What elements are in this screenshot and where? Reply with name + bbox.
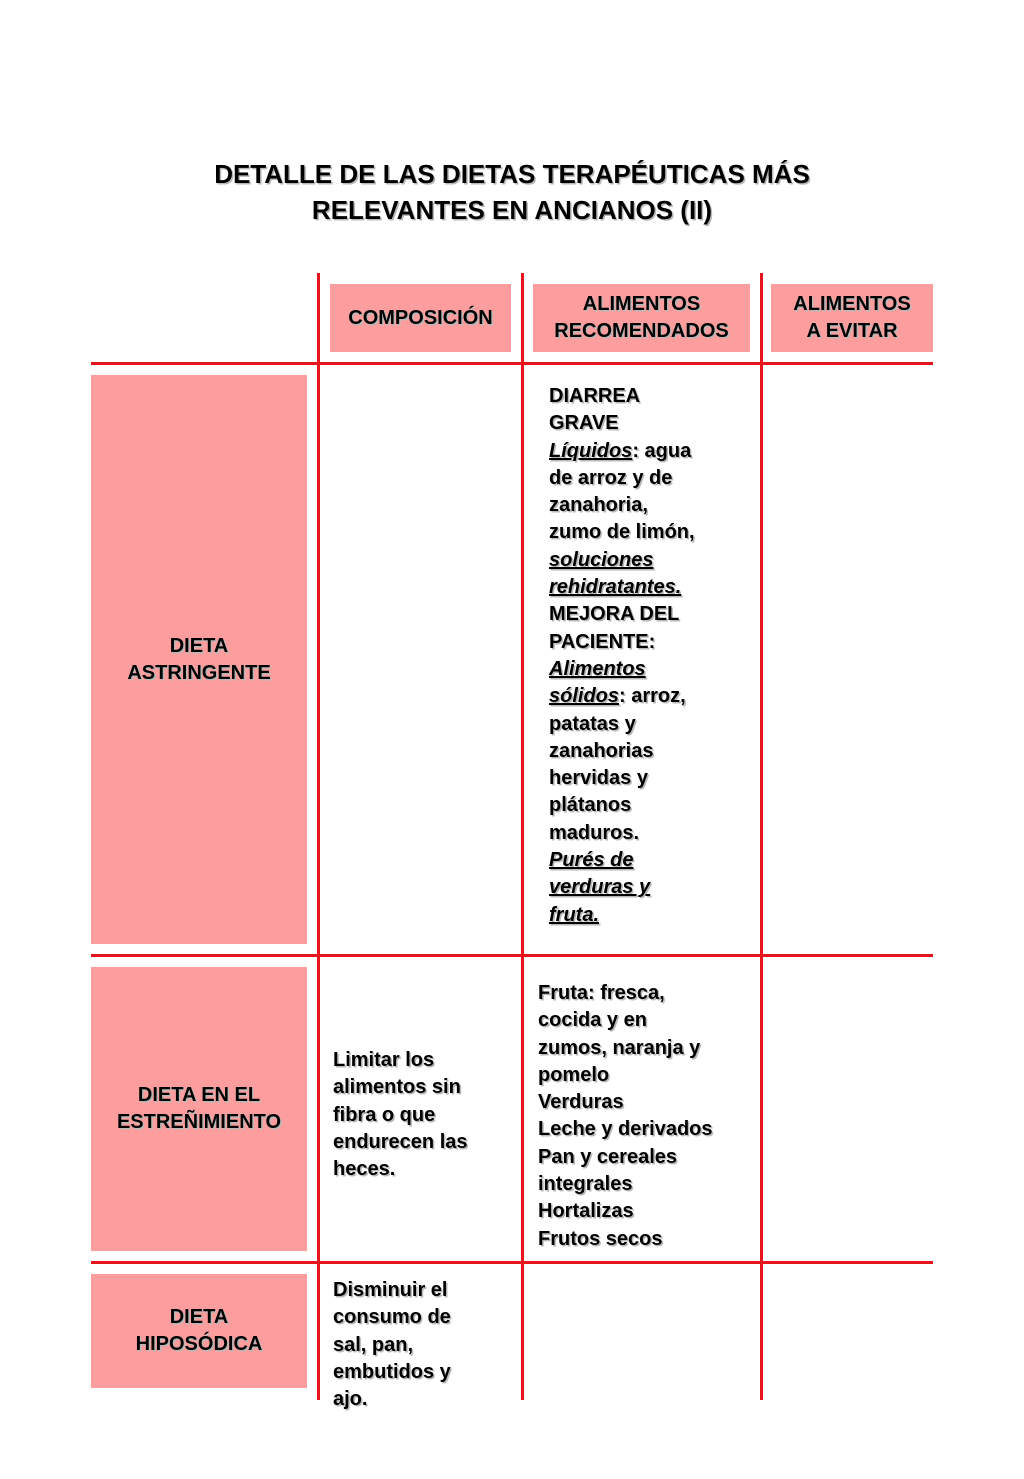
astringente-rec-line: soluciones [549, 548, 654, 571]
grid-vline-1 [317, 273, 320, 1400]
astringente-rec-emphasis: Líquidos [549, 439, 633, 462]
estrenimiento-comp-line: Limitar los [333, 1049, 435, 1071]
astringente-rec-line: fruta. [549, 903, 599, 926]
hiposodica-comp-line: embutidos y [333, 1360, 451, 1383]
header-recomendados-line-2: RECOMENDADOS [554, 320, 729, 342]
estrenimiento-rec-line: Frutos secos [538, 1227, 663, 1250]
astringente-rec-line [549, 438, 695, 465]
astringente-rec-text: : agua [632, 439, 692, 462]
estrenimiento-rec-line: pomelo [538, 1063, 610, 1086]
astringente-rec-line: Purés de [549, 849, 634, 872]
astringente-rec-line: Alimentos [549, 657, 646, 680]
row-label-dieta-astringente [91, 375, 307, 944]
estrenimiento-alimentos-recomendados [538, 980, 713, 1253]
hiposodica-comp-line: ajo. [333, 1388, 368, 1411]
estrenimiento-rec-line: Leche y derivados [538, 1118, 713, 1141]
page-title-line-1: DETALLE DE LAS DIETAS TERAPÉUTICAS MÁS [214, 159, 810, 189]
header-evitar-line-1: ALIMENTOS [793, 293, 911, 315]
astringente-rec-line: verduras y [549, 876, 651, 899]
hiposodica-comp-line: sal, pan, [333, 1333, 414, 1356]
hiposodica-label-line-2: HIPOSÓDICA [135, 1333, 263, 1355]
page-title [0, 156, 1024, 228]
astringente-label-line-2: ASTRINGENTE [127, 661, 271, 684]
astringente-rec-line: hervidas y [549, 767, 648, 790]
grid-vline-2 [521, 273, 524, 1400]
astringente-rec-line: GRAVE [549, 412, 619, 435]
header-recomendados-line-1: ALIMENTOS [582, 293, 701, 315]
astringente-rec-line: de arroz y de [549, 466, 673, 489]
estrenimiento-comp-line: fibra o que [333, 1103, 436, 1126]
estrenimiento-comp-line: endurecen las [333, 1130, 468, 1153]
astringente-rec-line: rehidratantes. [549, 576, 682, 599]
astringente-rec-line: plátanos [549, 794, 632, 817]
hiposodica-comp-line: consumo de [333, 1306, 451, 1329]
grid-hline-3 [91, 1261, 933, 1264]
estrenimiento-rec-line: Hortalizas [538, 1200, 634, 1223]
astringente-alimentos-recomendados [549, 383, 695, 929]
grid-vline-3 [760, 273, 763, 1400]
astringente-rec-line: MEJORA DEL [549, 603, 680, 626]
astringente-rec-line: zanahorias [549, 739, 654, 762]
page-title-line-2: RELEVANTES EN ANCIANOS (II) [311, 195, 713, 225]
header-composicion [330, 284, 511, 352]
row-label-dieta-estrenimiento [91, 967, 307, 1251]
astringente-rec-line: DIARREA [549, 385, 641, 407]
estrenimiento-composicion [333, 1047, 468, 1183]
estrenimiento-label-line-1: DIETA EN EL [137, 1084, 261, 1106]
grid-hline-2 [91, 954, 933, 957]
hiposodica-label-line-1: DIETA [169, 1306, 229, 1328]
estrenimiento-label-line-2: ESTREÑIMIENTO [116, 1111, 282, 1133]
estrenimiento-rec-line: zumos, naranja y [538, 1036, 701, 1059]
grid-hline-1 [91, 362, 933, 365]
hiposodica-composicion [333, 1277, 451, 1413]
header-alimentos-recomendados [533, 284, 750, 352]
estrenimiento-rec-line: Verduras [538, 1091, 624, 1114]
astringente-rec-line: zumo de limón, [549, 521, 695, 544]
astringente-rec-line [549, 683, 695, 710]
header-composicion-label: COMPOSICIÓN [348, 306, 493, 329]
estrenimiento-rec-line: Fruta: fresca, [538, 982, 665, 1004]
astringente-label-line-1: DIETA [169, 634, 229, 657]
astringente-rec-line: maduros. [549, 821, 640, 844]
astringente-rec-line: zanahoria, [549, 494, 648, 517]
astringente-rec-text: : arroz, [619, 685, 686, 708]
astringente-rec-line: patatas y [549, 712, 636, 735]
astringente-rec-emphasis: sólidos [549, 685, 620, 708]
astringente-rec-line: PACIENTE: [549, 630, 656, 653]
header-alimentos-a-evitar [771, 284, 933, 352]
estrenimiento-rec-line: cocida y en [538, 1009, 647, 1032]
row-label-dieta-hiposodica [91, 1274, 307, 1388]
hiposodica-comp-line: Disminuir el [333, 1279, 448, 1301]
estrenimiento-rec-line: integrales [538, 1173, 633, 1196]
estrenimiento-rec-line: Pan y cereales [538, 1145, 677, 1168]
header-evitar-line-2: A EVITAR [806, 320, 898, 342]
estrenimiento-comp-line: alimentos sin [333, 1076, 461, 1099]
estrenimiento-comp-line: heces. [333, 1158, 396, 1181]
